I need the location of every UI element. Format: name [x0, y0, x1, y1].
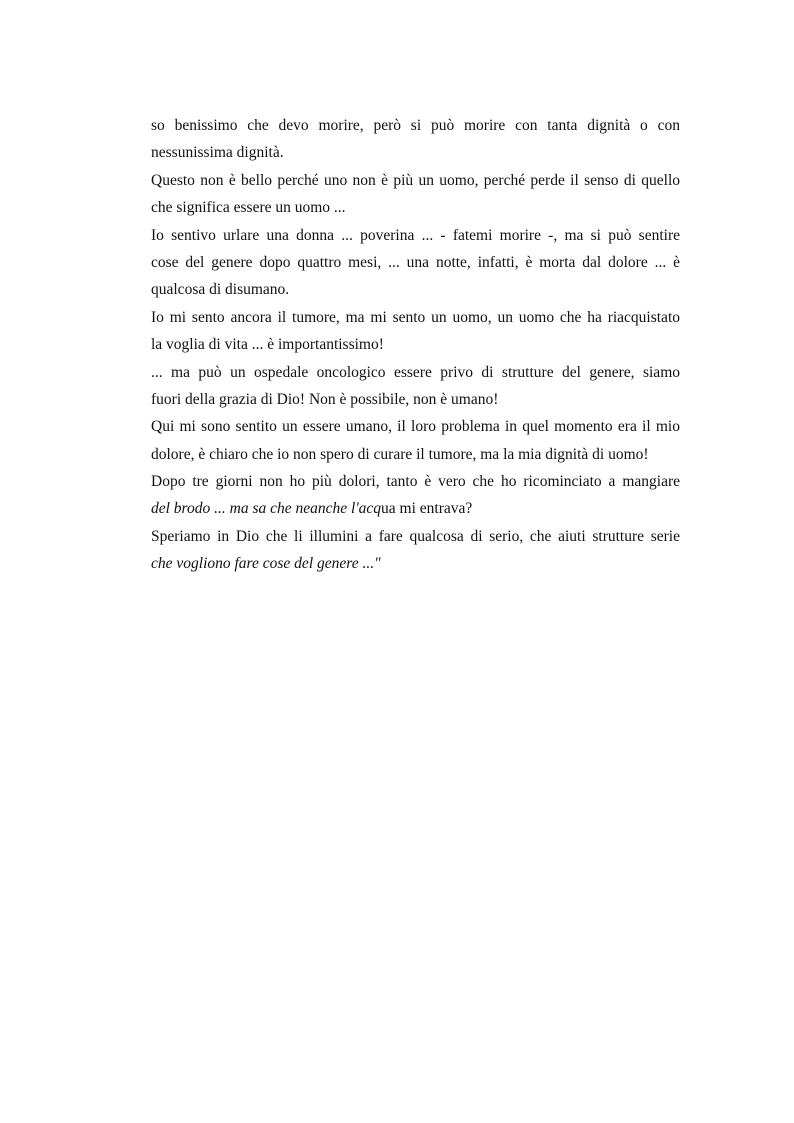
text-line: cose del genere dopo quattro mesi, ... una notte, infatti, è morta dal dolore ... è [151, 253, 680, 271]
text-line: fuori della grazia di Dio! Non è possibile, non è umano! [151, 390, 499, 408]
text-line: Speriamo in Dio che li illumini a fare qualcosa di serio, che aiuti strutture serie [151, 527, 680, 545]
text-line: Io sentivo urlare una donna ... poverina ... - fatemi morire -, ma si può sentire [151, 226, 680, 244]
text-line: Dopo tre giorni non ho più dolori, tanto è vero che ho ricominciato a mangiare [151, 473, 680, 491]
text-line: so benissimo che devo morire, però si può morire con tanta dignità o con [151, 117, 680, 134]
text-line: qualcosa di disumano. [151, 281, 290, 299]
text-line: Questo non è bello perché uno non è più un uomo, perché perde il senso di quello [151, 171, 680, 189]
text-line: Io mi sento ancora il tumore, ma mi sento un uomo, un uomo che ha riacquistato [151, 308, 680, 326]
text-line: ... ma può un ospedale oncologico essere privo di strutture del genere, siamo [151, 363, 680, 381]
italic-segment: del brodo ... ma sa che neanche l'acq [151, 500, 382, 518]
italic-segment: che vogliono fare cose del genere ..." [151, 555, 381, 573]
text-line: nessunissima dignità. [151, 144, 284, 162]
text-line-italic [151, 550, 680, 577]
text-line-mixed [151, 495, 680, 522]
text-line: che significa essere un uomo ... [151, 199, 346, 217]
text-line: la voglia di vita ... è importantissimo! [151, 336, 384, 354]
body-text [151, 112, 680, 578]
roman-segment: ua mi entrava? [381, 500, 473, 518]
text-line: Qui mi sono sentito un essere umano, il loro problema in quel momento era il mio [151, 418, 680, 436]
text-line: dolore, è chiaro che io non spero di curare il tumore, ma la mia dignità di uomo! [151, 445, 649, 463]
